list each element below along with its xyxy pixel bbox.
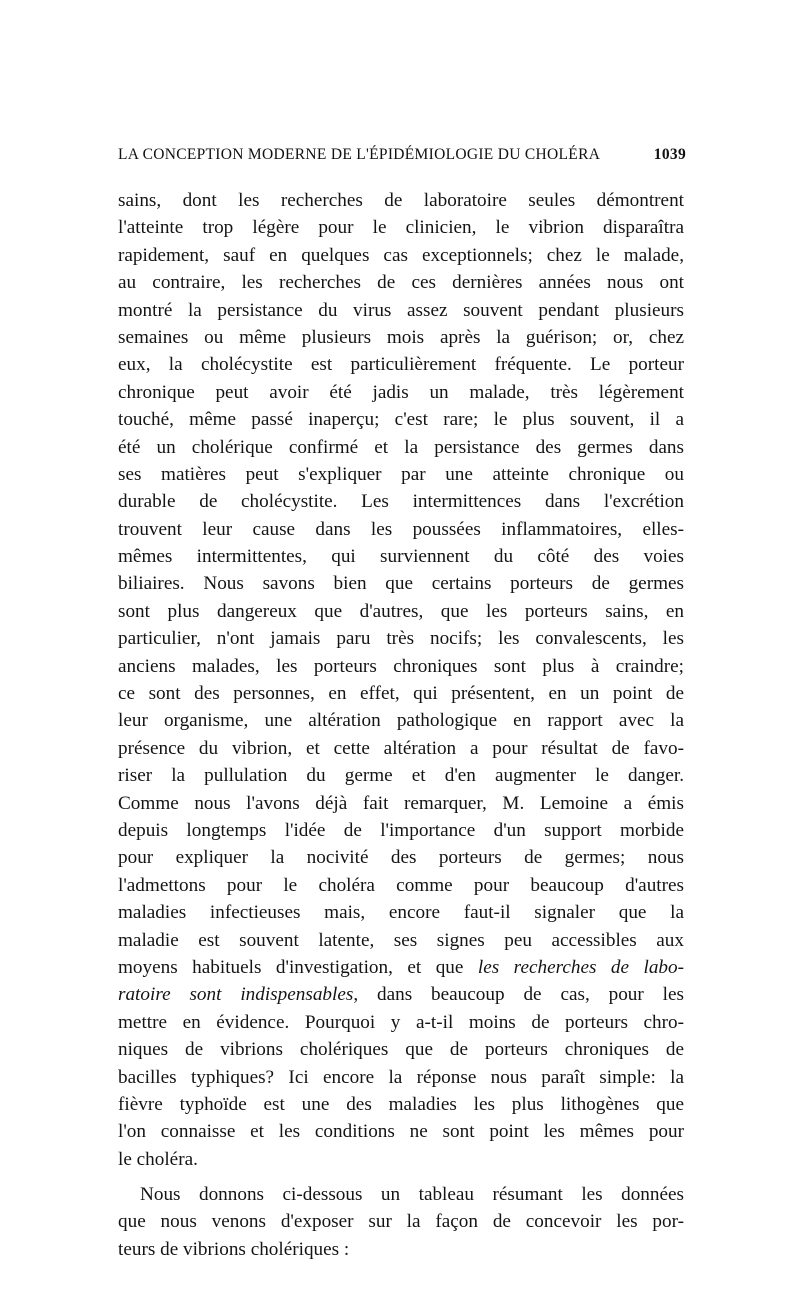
text-line: durable de cholécystite. Les intermittences dans l'excrétion: [118, 491, 684, 513]
text-line: riser la pullulation du germe et d'en augmenter le danger.: [118, 765, 684, 787]
text-line: le choléra.: [118, 1148, 198, 1170]
text-line: anciens malades, les porteurs chroniques sont plus à craindre;: [118, 655, 684, 677]
text-line: l'admettons pour le choléra comme pour beaucoup d'autres: [118, 874, 684, 896]
text-line: teurs de vibrions cholériques :: [118, 1238, 350, 1260]
text-line: ses matières peut s'expliquer par une atteinte chronique ou: [118, 463, 684, 485]
text-line: sont plus dangereux que d'autres, que les porteurs sains, en: [118, 600, 684, 622]
italic-phrase: les recherches de labo-: [477, 956, 684, 978]
text-line: semaines ou même plusieurs mois après la guérison; or, chez: [118, 326, 684, 348]
text-line: rapidement, sauf en quelques cas exceptionnels; chez le malade,: [118, 244, 684, 266]
text-line: l'atteinte trop légère pour le clinicien, le vibrion disparaîtra: [118, 217, 684, 239]
text-line: Nous donnons ci-dessous un tableau résumant les données: [140, 1184, 684, 1206]
body-text: [118, 187, 684, 1263]
text-line: depuis longtemps l'idée de l'importance d'un support morbide: [118, 819, 684, 841]
text-line: maladies infectieuses mais, encore faut-il signaler que la: [118, 902, 684, 924]
text-line: montré la persistance du virus assez souvent pendant plusieurs: [118, 299, 684, 321]
text-line: maladie est souvent latente, ses signes peu accessibles aux: [118, 929, 684, 951]
text-line: présence du vibrion, et cette altération a pour résultat de favo-: [118, 737, 684, 759]
running-head-title: LA CONCEPTION MODERNE DE L'ÉPIDÉMIOLOGIE DU CHOLÉRA: [118, 146, 601, 163]
text-line: pour expliquer la nocivité des porteurs de germes; nous: [118, 847, 684, 869]
text-line: mettre en évidence. Pourquoi y a-t-il moins de porteurs chro-: [118, 1011, 684, 1033]
text-line: au contraire, les recherches de ces dernières années nous ont: [118, 272, 684, 294]
text-line: l'on connaisse et les conditions ne sont point les mêmes pour: [118, 1121, 684, 1143]
text-line: mêmes intermittentes, qui surviennent du côté des voies: [118, 546, 684, 568]
paragraph-gap: [118, 1173, 684, 1181]
text-line: que nous venons d'exposer sur la façon de concevoir les por-: [118, 1211, 684, 1233]
text-line: fièvre typhoïde est une des maladies les plus lithogènes que: [118, 1093, 684, 1115]
page-number: 1039: [653, 146, 686, 163]
text-line: chronique peut avoir été jadis un malade, très légèrement: [118, 381, 684, 403]
italic-phrase: ratoire sont indispensables: [118, 984, 354, 1006]
text-line: eux, la cholécystite est particulièrement fréquente. Le porteur: [118, 354, 684, 376]
text-line: [118, 981, 684, 1008]
text-line: niques de vibrions cholériques que de porteurs chroniques de: [118, 1039, 684, 1061]
text-line: [118, 954, 684, 981]
text-line: touché, même passé inaperçu; c'est rare; le plus souvent, il a: [118, 409, 684, 431]
text-line: leur organisme, une altération pathologique en rapport avec la: [118, 710, 684, 732]
text-line: biliaires. Nous savons bien que certains porteurs de germes: [118, 573, 684, 595]
text-line: ce sont des personnes, en effet, qui présentent, en un point de: [118, 683, 684, 705]
running-head: [118, 146, 686, 164]
text-segment: , dans beaucoup de cas, pour les: [353, 984, 684, 1006]
text-line: particulier, n'ont jamais paru très nocifs; les convalescents, les: [118, 628, 684, 650]
text-segment: moyens habituels d'investigation, et que: [118, 956, 478, 978]
text-line: Comme nous l'avons déjà fait remarquer, M. Lemoine a émis: [118, 792, 684, 814]
text-line: trouvent leur cause dans les poussées inflammatoires, elles-: [118, 518, 684, 540]
text-line: bacilles typhiques? Ici encore la réponse nous paraît simple: la: [118, 1066, 684, 1088]
text-line: été un cholérique confirmé et la persistance des germes dans: [118, 436, 684, 458]
text-line: sains, dont les recherches de laboratoire seules démontrent: [118, 190, 684, 211]
